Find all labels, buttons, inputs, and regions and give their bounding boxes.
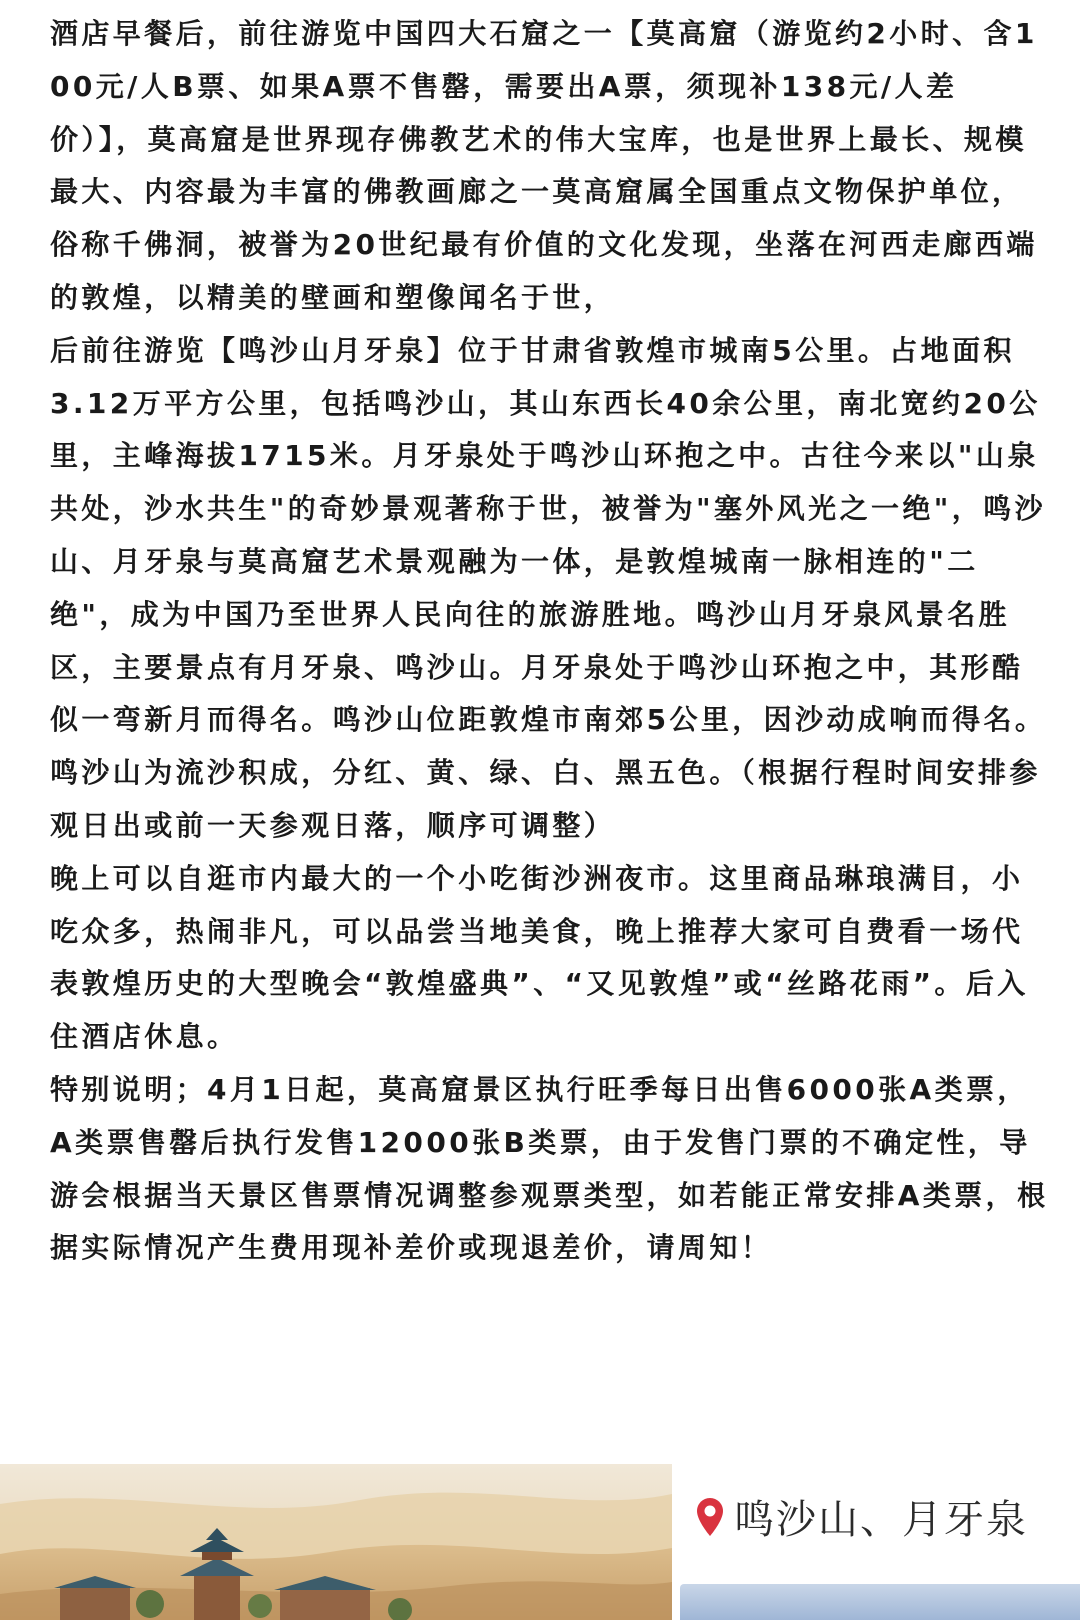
desert-pavilion-illustration (0, 1464, 672, 1620)
location-photo-thumbnail (680, 1584, 1080, 1620)
scenery-strip (0, 1464, 1080, 1620)
location-card[interactable] (674, 1464, 1080, 1620)
crescent-spring-pavilion-photo (0, 1464, 672, 1620)
paragraph-mogao-caves: 酒店早餐后，前往游览中国四大石窟之一【莫高窟（游览约2小时、含100元/人B票、如果A票不售罄，需要出A票，须现补138元/人差价）】，莫高窟是世界现存佛教艺术的伟大宝库，也是世界上最长、规模最大、内容最为丰富的佛教画廊之一莫高窟属全国重点文物保护单位，俗称千佛洞，被誉为20世纪最有价值的文化发现，坐落在河西走廊西端的敦煌，以精美的壁画和塑像闻名于世， (50, 17, 1038, 314)
location-pin-icon (696, 1497, 724, 1537)
location-name: 鸣沙山、月牙泉 (734, 1497, 1028, 1543)
paragraph-mingsha-crescent-spring: 后前往游览【鸣沙山月牙泉】位于甘肃省敦煌市城南5公里。占地面积3.12万平方公里，包括鸣沙山，其山东西长40余公里，南北宽约20公里，主峰海拔1715米。月牙泉处于鸣沙山环抱之中。古往今来以"山泉共处，沙水共生"的奇妙景观著称于世，被誉为"塞外风光之一绝"，鸣沙山、月牙泉与莫高窟艺术景观融为一体，是敦煌城南一脉相连的"二绝"，成为中国乃至世界人民向往的旅游胜地。鸣沙山月牙泉风景名胜区，主要景点有月牙泉、鸣沙山。月牙泉处于鸣沙山环抱之中，其形酷似一弯新月而得名。鸣沙山位距敦煌市南郊5公里，因沙动成响而得名。鸣沙山为流沙积成，分红、黄、绿、白、黑五色。（根据行程时间安排参观日出或前一天参观日落，顺序可调整） (50, 333, 1047, 842)
paragraph-night-market: 晚上可以自逛市内最大的一个小吃街沙洲夜市。这里商品琳琅满目，小吃众多，热闹非凡，可以品尝当地美食，晚上推荐大家可自费看一场代表敦煌历史的大型晚会“敦煌盛典”、“又见敦煌”或“丝路花雨”。后入住酒店休息。 (50, 861, 1029, 1054)
location-label (696, 1488, 1028, 1545)
paragraph-special-notice: 特别说明；4月1日起，莫高窟景区执行旺季每日出售6000张A类票，A类票售罄后执行发售12000张B类票，由于发售门票的不确定性，导游会根据当天景区售票情况调整参观票类型，如若能正常安排A类票，根据实际情况产生费用现补差价或现退差价，请周知！ (50, 1072, 1049, 1265)
itinerary-article (50, 8, 1050, 1275)
